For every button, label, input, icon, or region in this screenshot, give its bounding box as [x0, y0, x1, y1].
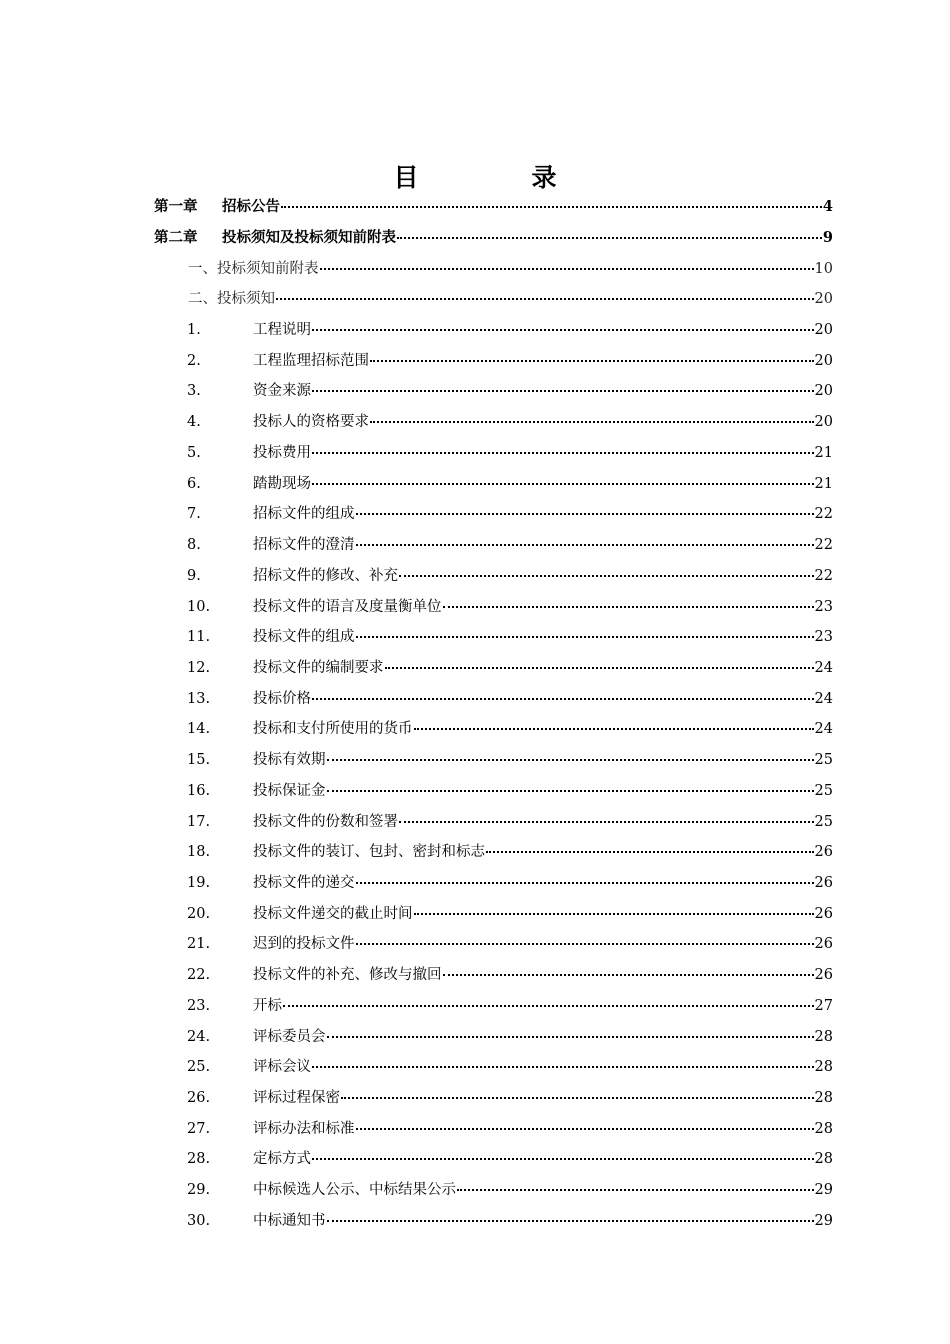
page-number: 20 [814, 322, 833, 338]
dot-leader [356, 929, 814, 945]
item-number: 13. [187, 690, 211, 707]
page-number: 24 [814, 721, 833, 738]
item-number: 20. [187, 905, 211, 922]
dot-leader [399, 561, 814, 577]
item-title: 定标方式 [253, 1151, 311, 1168]
toc-item[interactable] [187, 1178, 833, 1200]
toc-item[interactable] [187, 564, 833, 586]
item-number: 18. [187, 844, 211, 861]
item-title: 投标文件的装订、包封、密封和标志 [253, 844, 485, 861]
toc-item[interactable] [187, 748, 833, 770]
toc-item[interactable] [187, 502, 833, 524]
item-title: 工程说明 [253, 322, 311, 338]
toc-item[interactable] [187, 410, 833, 432]
dot-leader [312, 1052, 814, 1068]
toc-section-1[interactable] [188, 257, 833, 279]
toc-item[interactable] [187, 1086, 833, 1108]
dot-leader [327, 745, 814, 761]
page-number: 25 [814, 752, 833, 769]
page-number: 28 [814, 1059, 833, 1076]
item-number: 25. [187, 1059, 211, 1076]
page-number: 28 [814, 1120, 833, 1137]
dot-leader [312, 376, 814, 392]
chapter-title: 投标须知及投标须知前附表 [222, 229, 396, 246]
dot-leader [356, 1114, 814, 1130]
item-number: 10. [187, 598, 211, 615]
item-number: 17. [187, 813, 211, 830]
page-number: 22 [814, 537, 833, 553]
page-number: 28 [814, 1028, 833, 1045]
item-number: 28. [187, 1151, 211, 1168]
dot-leader [283, 991, 814, 1007]
toc-item[interactable] [187, 717, 833, 739]
item-title: 迟到的投标文件 [253, 936, 355, 953]
dot-leader [312, 469, 814, 485]
page-number: 20 [814, 383, 833, 400]
toc-item[interactable] [187, 1025, 833, 1047]
chapter-number: 第二章 [154, 229, 198, 246]
item-number: 19. [187, 875, 211, 891]
dot-leader [327, 1022, 814, 1038]
dot-leader [443, 960, 814, 976]
dot-leader [356, 868, 814, 884]
dot-leader [370, 407, 814, 423]
item-title: 投标人的资格要求 [253, 414, 369, 431]
page-number: 29 [814, 1212, 833, 1229]
dot-leader [312, 438, 814, 454]
dot-leader [414, 714, 814, 730]
dot-leader [356, 499, 814, 515]
item-title: 评标办法和标准 [253, 1120, 355, 1137]
item-title: 投标费用 [253, 444, 311, 461]
page-number: 25 [814, 782, 833, 799]
dot-leader [276, 284, 814, 300]
item-title: 投标文件的递交 [253, 875, 355, 891]
item-number: 15. [187, 752, 211, 769]
page-number: 28 [814, 1090, 833, 1106]
dot-leader [341, 1083, 814, 1099]
item-title: 中标通知书 [253, 1212, 326, 1229]
page-number: 29 [814, 1182, 833, 1199]
dot-leader [414, 899, 814, 915]
page-number: 26 [814, 936, 833, 953]
toc-item[interactable] [187, 472, 833, 494]
toc-item[interactable] [187, 441, 833, 463]
toc-section-2[interactable] [188, 287, 833, 309]
item-title: 资金来源 [253, 383, 311, 400]
item-number: 3. [187, 383, 201, 400]
toc-item[interactable] [187, 902, 833, 924]
toc-item[interactable] [187, 840, 833, 862]
item-title: 投标文件的编制要求 [253, 659, 384, 676]
item-title: 投标文件递交的截止时间 [253, 905, 413, 922]
item-title: 投标文件的补充、修改与撤回 [253, 967, 442, 984]
page-number: 23 [814, 629, 833, 646]
chapter-title: 招标公告 [222, 198, 280, 215]
item-number: 8. [187, 537, 201, 553]
dot-leader [370, 346, 814, 362]
dot-leader [327, 776, 814, 792]
item-number: 29. [187, 1182, 211, 1199]
item-title: 评标过程保密 [253, 1090, 340, 1106]
item-title: 开标 [253, 997, 282, 1014]
toc-item[interactable] [187, 379, 833, 401]
item-number: 26. [187, 1090, 211, 1106]
item-title: 投标和支付所使用的货币 [253, 721, 413, 738]
page-number: 4 [822, 198, 833, 215]
item-number: 16. [187, 782, 211, 799]
page-number: 26 [814, 844, 833, 861]
item-title: 踏勘现场 [253, 475, 311, 492]
dot-leader [312, 1144, 814, 1160]
chapter-number: 第一章 [154, 198, 198, 215]
item-number: 21. [187, 936, 211, 953]
page-number: 22 [814, 506, 833, 523]
toc-item[interactable] [187, 1209, 833, 1231]
section-title: 一、投标须知前附表 [188, 261, 319, 277]
toc-item[interactable] [187, 533, 833, 555]
dot-leader [312, 684, 814, 700]
dot-leader [486, 837, 814, 853]
page-number: 24 [814, 690, 833, 707]
item-title: 招标文件的澄清 [253, 537, 355, 553]
page-number: 21 [814, 444, 833, 461]
toc-item[interactable] [187, 871, 833, 893]
dot-leader [397, 223, 822, 239]
item-number: 4. [187, 414, 201, 431]
toc-chapter-1[interactable] [154, 195, 833, 217]
item-title: 投标有效期 [253, 752, 326, 769]
dot-leader [327, 1206, 814, 1222]
toc-item[interactable] [187, 349, 833, 371]
page-number: 27 [814, 997, 833, 1014]
dot-leader [385, 653, 814, 669]
item-title: 投标文件的语言及度量衡单位 [253, 598, 442, 615]
item-number: 1. [187, 322, 201, 338]
item-title: 工程监理招标范围 [253, 352, 369, 369]
item-title: 投标文件的份数和签署 [253, 813, 398, 830]
toc-item[interactable] [187, 595, 833, 617]
dot-leader [281, 192, 822, 208]
page-number: 23 [814, 598, 833, 615]
dot-leader [399, 807, 814, 823]
toc-item[interactable] [187, 625, 833, 647]
toc-item[interactable] [187, 810, 833, 832]
page-number: 20 [814, 414, 833, 431]
item-number: 23. [187, 997, 211, 1014]
toc-item[interactable] [187, 687, 833, 709]
page-number: 26 [814, 905, 833, 922]
item-number: 12. [187, 659, 211, 676]
toc-item[interactable] [187, 779, 833, 801]
page-number: 25 [814, 813, 833, 830]
page-number: 26 [814, 967, 833, 984]
dot-leader [356, 622, 814, 638]
page-number: 9 [822, 229, 833, 246]
section-title: 二、投标须知 [188, 291, 275, 307]
item-number: 30. [187, 1212, 211, 1229]
item-number: 7. [187, 506, 201, 523]
item-number: 11. [187, 629, 211, 646]
item-number: 9. [187, 567, 201, 584]
item-title: 评标会议 [253, 1059, 311, 1076]
toc-chapter-2[interactable] [154, 226, 833, 248]
item-number: 5. [187, 444, 201, 461]
item-title: 投标文件的组成 [253, 629, 355, 646]
toc-item[interactable] [187, 994, 833, 1016]
item-number: 6. [187, 475, 201, 492]
toc-item[interactable] [187, 932, 833, 954]
item-title: 投标保证金 [253, 782, 326, 799]
page-number: 10 [814, 261, 833, 277]
page-number: 20 [814, 352, 833, 369]
page-number: 24 [814, 659, 833, 676]
item-title: 投标价格 [253, 690, 311, 707]
toc-item[interactable] [187, 963, 833, 985]
item-title: 招标文件的组成 [253, 506, 355, 523]
page-number: 22 [814, 567, 833, 584]
dot-leader [457, 1175, 814, 1191]
page-number: 20 [814, 291, 833, 307]
toc-item[interactable] [187, 1147, 833, 1169]
toc-title: 目 录 [393, 163, 601, 192]
dot-leader [443, 592, 814, 608]
toc-item[interactable] [187, 1117, 833, 1139]
item-number: 22. [187, 967, 211, 984]
page-number: 26 [814, 875, 833, 891]
dot-leader [356, 530, 814, 546]
toc-item[interactable] [187, 656, 833, 678]
item-title: 中标候选人公示、中标结果公示 [253, 1182, 456, 1199]
item-number: 2. [187, 352, 201, 369]
item-number: 27. [187, 1120, 211, 1137]
page-number: 21 [814, 475, 833, 492]
item-number: 24. [187, 1028, 211, 1045]
dot-leader [312, 315, 814, 331]
toc-item[interactable] [187, 1055, 833, 1077]
toc-item[interactable] [187, 318, 833, 340]
dot-leader [320, 254, 814, 270]
item-number: 14. [187, 721, 211, 738]
page-number: 28 [814, 1151, 833, 1168]
item-title: 招标文件的修改、补充 [253, 567, 398, 584]
item-title: 评标委员会 [253, 1028, 326, 1045]
